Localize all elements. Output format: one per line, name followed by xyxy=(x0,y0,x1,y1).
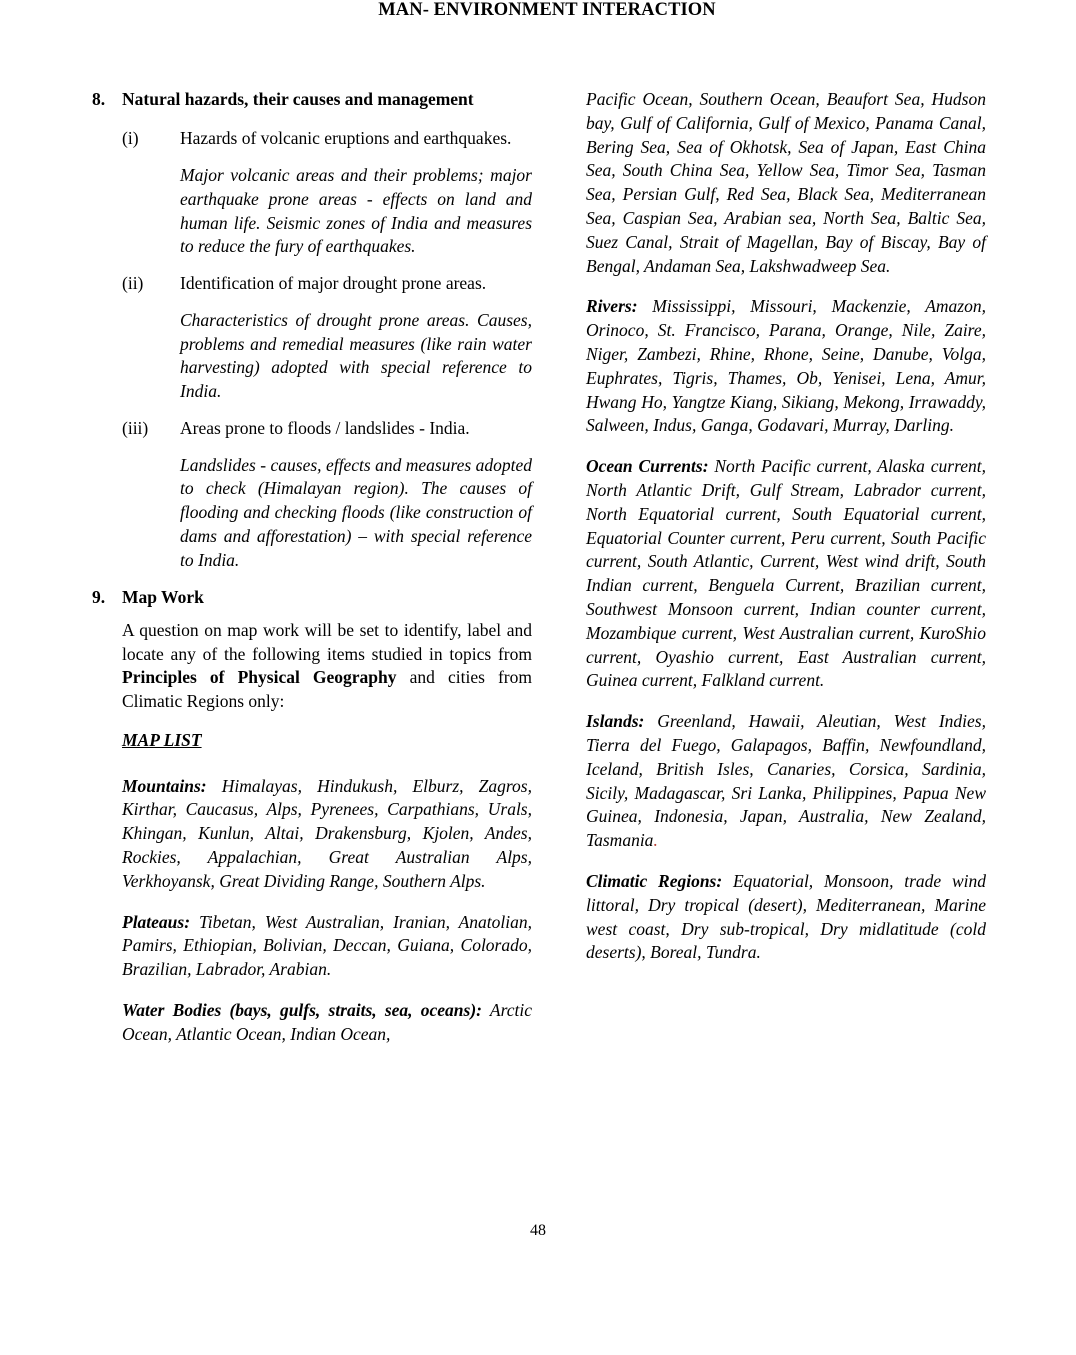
map-entry-rivers-label: Rivers: xyxy=(586,296,638,317)
two-column-body xyxy=(0,88,1076,1208)
section-8-item-ii xyxy=(122,272,532,296)
map-entry-ocean-currents xyxy=(586,455,986,693)
map-entry-ocean-currents-items: North Pacific current, Alaska current, North Atlantic Drift, Gulf Stream, Labrador current, North Equatorial current, South Equatorial current, Equatorial Counter current, Peru current, South Pacific current, South Atlantic, Current, West wind drift, South Indian current, Benguela Current, Brazilian current, Southwest Monsoon current, Indian counter current, Mozambique current, West Australian current, KuroShio current, Oyashio current, East Australian current, Guinea current, Falkland current. xyxy=(586,456,986,691)
map-entry-islands-red-period: . xyxy=(653,830,658,851)
water-bodies-continuation: Pacific Ocean, Southern Ocean, Beaufort Sea, Hudson bay, Gulf of California, Gulf of Mexico, Panama Canal, Bering Sea, Sea of Okhotsk, Sea of Japan, East China Sea, South China Sea, Yellow Sea, Timor Sea, Tasman Sea, Persian Gulf, Red Sea, Black Sea, Mediterranean Sea, Caspian Sea, Arabian sea, North Sea, Baltic Sea, Suez Canal, Strait of Magellan, Bay of Biscay, Bay of Bengal, Andaman Sea, Lakshwadweep Sea. xyxy=(586,89,986,276)
map-entry-ocean-currents-label: Ocean Currents: xyxy=(586,456,709,477)
right-column xyxy=(586,88,986,982)
map-entry-rivers-items: Mississippi, Missouri, Mackenzie, Amazon, Orinoco, St. Francisco, Parana, Orange, Nile, Zaire, Niger, Zambezi, Rhine, Rhone, Seine, Danube, Volga, Euphrates, Tigris, Thames, Ob, Yenisei, Lena, Amur, Hwang Ho, Yangtze Kiang, Sikiang, Mekong, Irrawaddy, Salween, Indus, Ganga, Godavari, Murray, Darling. xyxy=(586,296,986,436)
section-9-heading xyxy=(92,586,532,609)
map-entry-water-bodies xyxy=(122,999,532,1047)
map-entry-mountains xyxy=(122,775,532,894)
page-number: 48 xyxy=(530,1222,546,1239)
section-8-title: Natural hazards, their causes and management xyxy=(122,89,474,109)
section-8-number: 8. xyxy=(92,89,106,109)
map-entry-islands xyxy=(586,710,986,853)
section-8-item-iii-text: Areas prone to floods / landslides - India. xyxy=(180,418,470,439)
section-9-number: 9. xyxy=(92,586,106,607)
page-title: MAN- ENVIRONMENT INTERACTION xyxy=(378,0,716,20)
map-entry-plateaus xyxy=(122,911,532,982)
map-entry-climatic-regions-items: Equatorial, Monsoon, trade wind littoral, Dry tropical (desert), Mediterranean, Marine west coast, Dry sub-tropical, Dry midlatitude (cold deserts), Boreal, Tundra. xyxy=(586,870,986,963)
map-list-heading: MAP LIST xyxy=(122,729,202,750)
section-9-intro-part2: and cities from Climatic Regions only: xyxy=(122,667,532,711)
section-8-item-iii-explanation: Landslides - causes, effects and measures adopted to check (Himalayan region). The causes of flooding and checking floods (like construction of dams and afforestation) – with special reference to India. xyxy=(180,454,532,570)
map-entry-plateaus-items: Tibetan, West Australian, Iranian, Anatolian, Pamirs, Ethiopian, Bolivian, Deccan, Guiana, Colorado, Brazilian, Labrador, Arabian. xyxy=(122,911,532,980)
section-8-item-i-explanation: Major volcanic areas and their problems; major earthquake prone areas - effects on land and human life. Seismic zones of India and measures to reduce the fury of earthquakes. xyxy=(180,165,532,257)
map-entry-climatic-regions-label: Climatic Regions: xyxy=(586,870,723,891)
section-8-item-ii-marker: (ii) xyxy=(122,273,144,294)
map-entry-islands-items: Greenland, Hawaii, Aleutian, West Indies, Tierra del Fuego, Galapagos, Baffin, Newfoundland, Iceland, British Isles, Canaries, Corsica, Sardinia, Sicily, Madagascar, Sri Lanka, Philippines, Papua New Guinea, Indonesia, Japan, Australia, New Zealand, Tasmania xyxy=(586,711,986,851)
left-column xyxy=(92,88,532,1064)
map-entry-water-bodies-label: Water Bodies (bays, gulfs, straits, sea, oceans): xyxy=(122,999,482,1020)
map-entry-islands-label: Islands: xyxy=(586,711,645,732)
map-entry-plateaus-label: Plateaus: xyxy=(122,911,191,932)
map-entry-mountains-items: Himalayas, Hindukush, Elburz, Zagros, Kirthar, Caucasus, Alps, Pyrenees, Carpathians, Urals, Khingan, Kunlun, Altai, Drakensburg, Kjolen, Andes, Rockies, Appalachian, Great Australian Alps, Verkhoyansk, Great Dividing Range, Southern Alps. xyxy=(122,775,532,891)
map-entry-climatic-regions xyxy=(586,870,986,965)
section-8-item-i-text: Hazards of volcanic eruptions and earthquakes. xyxy=(180,128,512,149)
section-8-item-ii-text: Identification of major drought prone areas. xyxy=(180,273,487,294)
section-9-intro-emphasis: Principles of Physical Geography xyxy=(122,667,397,688)
map-entry-water-bodies-items: Arctic Ocean, Atlantic Ocean, Indian Ocean, xyxy=(122,999,532,1044)
section-9-title: Map Work xyxy=(122,586,204,607)
section-8-item-ii-explanation: Characteristics of drought prone areas. Causes, problems and remedial measures (like rain water harvesting) adopted with special reference to India. xyxy=(180,309,532,402)
section-8-heading xyxy=(92,88,532,111)
section-8-item-i-marker: (i) xyxy=(122,128,139,149)
section-8-item-iii-marker: (iii) xyxy=(122,418,149,439)
map-entry-rivers xyxy=(586,295,986,438)
map-entry-mountains-label: Mountains: xyxy=(122,775,207,796)
section-9-intro xyxy=(122,619,532,714)
section-8-item-iii xyxy=(122,417,532,441)
section-9-intro-part1: A question on map work will be set to identify, label and locate any of the following items studied in topics from xyxy=(122,620,532,664)
section-8-item-i xyxy=(122,127,532,151)
